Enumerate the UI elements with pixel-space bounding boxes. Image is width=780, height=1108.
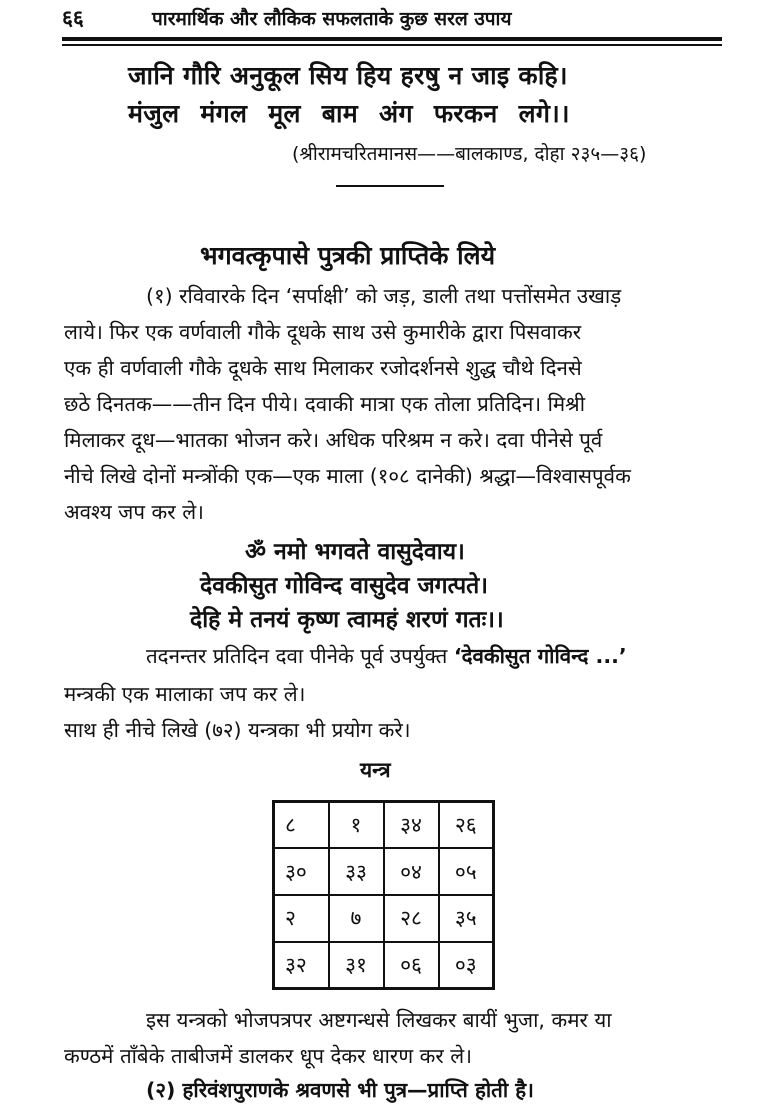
yantra-cell: ०६ — [384, 942, 439, 989]
yantra-cell: ७ — [329, 895, 384, 942]
header-rule-thick — [62, 37, 722, 41]
yantra-row — [274, 895, 494, 942]
verse-citation: (श्रीरामचरितमानस——बालकाण्ड, दोहा २३५—३६) — [292, 143, 647, 165]
paragraph-line: एक ही वर्णवाली गौके दूधके साथ मिलाकर रजोदर्शनसे शुद्ध चौथे दिनसे — [64, 356, 582, 380]
quoted-mantra: ‘देवकीसुत गोविन्द ...’ — [453, 644, 627, 668]
paragraph-line: नीचे लिखे दोनों मन्त्रोंकी एक—एक माला (१०८ दानेकी) श्रद्धा—विश्वासपूर्वक — [64, 464, 631, 488]
yantra-cell: ३५ — [439, 895, 494, 942]
paragraph-line: साथ ही नीचे लिखे (७२) यन्त्रका भी प्रयोग करे। — [64, 718, 411, 742]
paragraph-line — [146, 642, 627, 670]
yantra-cell: २ — [274, 895, 329, 942]
paragraph-line: छठे दिनतक——तीन दिन पीये। दवाकी मात्रा एक तोला प्रतिदिन। मिश्री — [64, 392, 586, 416]
mantra-line-2: देवकीसुत गोविन्द वासुदेव जगत्पते। — [200, 573, 488, 599]
section-divider — [336, 185, 444, 187]
yantra-cell: ३२ — [274, 942, 329, 989]
paragraph-line: मिलाकर दूध—भातका भोजन करे। अधिक परिश्रम न करे। दवा पीनेसे पूर्व — [64, 428, 603, 452]
yantra-cell: ०४ — [384, 848, 439, 895]
yantra-cell: ३४ — [384, 802, 439, 849]
yantra-cell: २६ — [439, 802, 494, 849]
yantra-title: यन्त्र — [360, 758, 391, 782]
mantra-line-1: ॐ नमो भगवते वासुदेवाय। — [245, 539, 465, 565]
paragraph-text: तदनन्तर प्रतिदिन दवा पीनेके पूर्व उपर्युक्त — [146, 644, 454, 668]
yantra-grid — [272, 800, 495, 990]
paragraph-line: (२) हरिवंशपुराणके श्रवणसे भी पुत्र—प्राप्ति होती है। — [146, 1078, 534, 1102]
yantra-cell: ०५ — [439, 848, 494, 895]
paragraph-line: लाये। फिर एक वर्णवाली गौके दूधके साथ उसे कुमारीके द्वारा पिसवाकर — [64, 320, 582, 344]
yantra-cell: ३० — [274, 848, 329, 895]
header-rule-thin — [62, 44, 722, 46]
yantra-row — [274, 848, 494, 895]
paragraph-line: इस यन्त्रको भोजपत्रपर अष्टगन्धसे लिखकर बायीं भुजा, कमर या — [146, 1008, 612, 1032]
yantra-cell: १ — [329, 802, 384, 849]
verse-line-1: जानि गौरि अनुकूल सिय हिय हरषु न जाइ कहि। — [128, 61, 568, 90]
running-title: पारमार्थिक और लौकिक सफलताके कुछ सरल उपाय — [152, 8, 512, 30]
page-header — [62, 4, 722, 34]
mantra-line-3: देहि मे तनयं कृष्ण त्वामहं शरणं गतः।। — [190, 607, 504, 633]
paragraph-line: अवश्य जप कर ले। — [64, 500, 204, 524]
yantra-cell: ३१ — [329, 942, 384, 989]
paragraph-line: (१) रविवारके दिन ‘सर्पाक्षी’ को जड़, डाली तथा पत्तोंसमेत उखाड़ — [146, 284, 622, 308]
paragraph-line: कण्ठमें ताँबेके ताबीजमें डालकर धूप देकर धारण कर ले। — [64, 1044, 472, 1068]
section-heading: भगवत्कृपासे पुत्रकी प्राप्तिके लिये — [200, 241, 496, 270]
yantra-cell: ०३ — [439, 942, 494, 989]
yantra-row — [274, 802, 494, 849]
verse-line-2: मंजुल मंगल मूल बाम अंग फरकन लगे।। — [128, 99, 570, 128]
paragraph-line: मन्त्रकी एक मालाका जप कर ले। — [64, 682, 306, 706]
yantra-cell: ८ — [274, 802, 329, 849]
page-number: ६६ — [62, 6, 84, 30]
yantra-row — [274, 942, 494, 989]
yantra-cell: ३३ — [329, 848, 384, 895]
yantra-cell: २८ — [384, 895, 439, 942]
